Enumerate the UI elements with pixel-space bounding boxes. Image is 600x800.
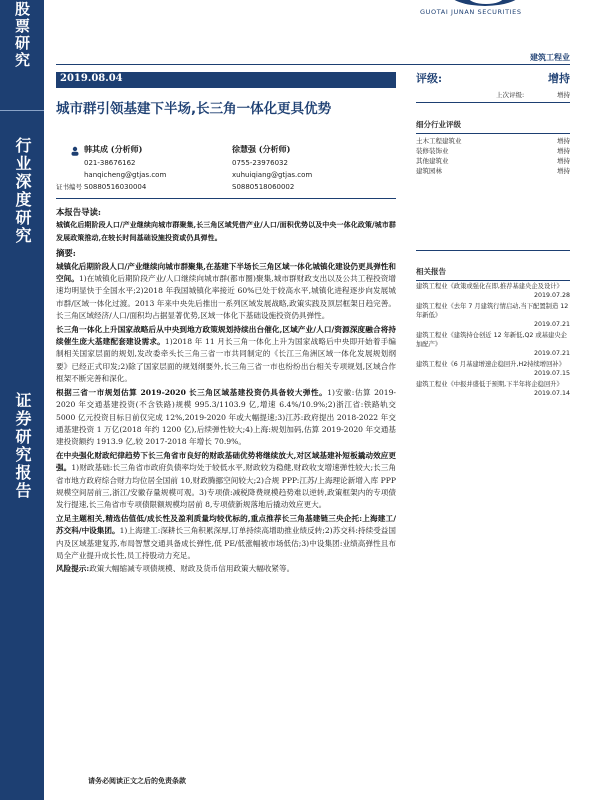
sub-industry-row [416, 136, 570, 146]
guide-title: 本报告导读: [56, 207, 101, 217]
risk-lead: 风险提示: [56, 564, 90, 574]
sub-industry-name: 其他建筑业 [416, 157, 449, 165]
analyst-email: hanqicheng@gtjas.com [84, 171, 167, 179]
related-report-date: 2019.07.28 [533, 292, 570, 299]
sub-industry-rating: 增持 [557, 137, 570, 145]
analyst-1 [56, 144, 234, 193]
paragraph-3-text: 1)安徽:估算 2019-2020 年交通基建投资(不含铁路)规模 995.3/1103.9 亿,增速 6.4%/10.9%;2)浙江省:铁路轨交 5000 亿元投资目标日前仅完成 12%,2019-2020 年或大幅提速;3)江苏:政府提出 2018-2022 年交通基建投资 1 万亿(2018 年约 1200 亿),后续弹性较大;4)上海:规划加码,估算 2019-2020 年交通基建投资额约 1913.9 亿,较 2017-2018 年增长 70.9%。 [56, 387, 396, 447]
sidebar-label-stock-research: 股票研究 [13, 1, 31, 69]
related-report-text: 建筑工程业《中报并盛低于预期,下半年将企稳回升》 [416, 381, 563, 388]
related-report-date: 2019.07.15 [533, 370, 570, 377]
sub-industry-name: 装修装饰业 [416, 147, 449, 155]
analyst-cert: S0880518060002 [232, 183, 295, 191]
prev-rating-label: 上次评级: [496, 91, 525, 99]
logo-company-name: GUOTAI JUNAN SECURITIES [420, 8, 522, 16]
footer-disclaimer: 请务必阅读正文之后的免责条款 [88, 776, 186, 785]
sub-industry-row [416, 166, 570, 176]
related-report-date: 2019.07.21 [533, 321, 570, 328]
guide-text: 城镇化后期阶段人口/产业继续向城市群聚集,长三角区域凭借产业/人口/面积优势以及中央一体化政策/城市群发展政策推动,在较长时间基础设施投资或仍具弹性。 [56, 220, 396, 242]
related-report-item[interactable] [416, 282, 570, 300]
rating-value: 增持 [548, 72, 570, 85]
related-report-date: 2019.07.14 [533, 390, 570, 397]
risk-text: 政策大幅缩减专项债规模、财政及货币信用政策大幅收紧等。 [89, 564, 295, 574]
sub-industry-rating: 增持 [557, 147, 570, 155]
related-reports-list [416, 282, 570, 400]
report-date: 2019.08.04 [60, 73, 123, 84]
paragraph-2-lead: 长三角一体化上升国家战略后从中央到地方政策规划持续出台催化,区域产业/人口/资源深度融合将持续催生庞大基建配套建设需求。 [56, 324, 396, 347]
rating-label: 评级: [416, 72, 443, 85]
analyst-cert: S0880516030004 [84, 183, 147, 191]
paragraph-5-text: 1)上海建工:深耕长三角积累深厚,订单持续高增助推业绩反转;2)苏交科:持续受益国内及区域基建复苏,布局智慧交通具备成长弹性,低 PE/低涨幅被市场低估;3)中设集团:业绩高弹性且布局全产业提升成长性,员工持股动力充足。 [56, 526, 396, 560]
left-sidebar [0, 0, 44, 800]
paragraph-4-lead: 在中央强化财政纪律趋势下长三角省市良好的财政基础优势将继续放大,对区域基建补短板撬动效应更强。 [56, 450, 396, 473]
analyst-name: 徐慧强 (分析师) [232, 144, 291, 154]
analyst-rule [56, 198, 396, 199]
paragraph-3 [56, 387, 396, 449]
related-report-text: 建筑工程业《政策或强化在即,推荐基建央企及设计》 [416, 283, 563, 290]
paragraph-4 [56, 450, 396, 512]
sub-industry-rating: 增持 [557, 157, 570, 165]
report-title: 城市群引领基建下半场,长三角一体化更具优势 [56, 101, 332, 117]
cert-label: 证书编号 [56, 183, 82, 191]
sub-industry-row [416, 156, 570, 166]
paragraph-1-text: 1)在城镇化后期阶段产业/人口继续向城市群(都市圈)聚集,城市群财政支出以及公共工程投资增速均明显快于全国水平;2)2018 年我国城镇化率接近 60%已处于较高水平,城镇化进程逐步向发展城市群/区域一体化过渡。2013 年来中央先后推出一系列区域发展战略,政策实践及顶层框架日趋完善。长三角区域经济/人口/面积均占据显著优势,区域一体化下基础设施投资仍具弹性。 [56, 274, 397, 321]
related-report-date: 2019.07.21 [533, 350, 570, 357]
paragraph-5 [56, 513, 396, 563]
paragraph-2-text: 1)2018 年 11 月长三角一体化上升为国家战略后中央即开始着手编制相关国家层面的规划,发改委牵头长三角三省一市共同制定的《长江三角洲区域一体化发展规划纲要》已经正式印发;2)除了国家层面的规划纲要外,长三角三省一市也纷纷出台相关专项规划,区域合作框架不断完善和深化。 [56, 337, 396, 384]
sub-industry-row [416, 146, 570, 156]
sidebar-label-industry-research: 行业深度研究 [13, 137, 32, 245]
sub-industry-name: 土木工程建筑业 [416, 137, 462, 145]
sidebar-divider [0, 110, 44, 111]
analyst-phone: 0755-23976032 [232, 159, 288, 167]
prev-rating-value: 增持 [557, 91, 570, 99]
related-reports-title: 相关报告 [416, 266, 570, 281]
rating-panel [416, 66, 570, 176]
related-report-text: 建筑工程业《6 月基建增速企稳回升,H2持续增回补》 [416, 361, 565, 368]
sidebar-label-securities-report: 证券研究报告 [13, 392, 32, 500]
paragraph-2 [56, 324, 396, 386]
analyst-email: xuhuiqiang@gtjas.com [232, 171, 313, 179]
related-report-item[interactable] [416, 380, 570, 398]
sub-industry-title: 细分行业评级 [416, 119, 570, 134]
paragraph-4-text: 1)财政基础:长三角省市政府负债率均处于较低水平,财政较为稳健,财政收支增速弹性较大;长三角省市地方政府综合财力均位居全国前 10,财政腾挪空间较大;2)合规 PPP:江苏/上海理论新增入库 PPP 规模空间居前三,浙江/安徽存量规模可观。3)专项债:减税降费规模趋势难以逆转,政策框架内的专项债发行提速,长三角省市专项债限额规模均居前 8,专项债新规落地后撬动效应更大。 [56, 463, 397, 510]
date-bar [56, 72, 396, 88]
paragraph-1-lead: 城镇化后期阶段人口/产业继续向城市群聚集,在基建下半场长三角区域一体化城镇化建设仍更具弹性和空间。 [56, 261, 396, 284]
paragraph-5-lead: 立足主题相关,精选估值低/成长性及盈利质量均较优标的,重点推荐长三角基建链三央企托:上海建工/苏交科/中设集团。 [56, 513, 396, 536]
sub-industry-list [416, 134, 570, 176]
related-report-item[interactable] [416, 360, 570, 378]
header-sector: 建筑工程业 [530, 53, 570, 62]
related-report-text: 建筑工程业《去年 7 月建筑行情启动,当下配置制造 12 年新低》 [416, 303, 569, 319]
related-report-item[interactable] [416, 331, 570, 358]
analyst-2 [232, 144, 382, 193]
abstract-title: 摘要: [56, 248, 76, 259]
risk-paragraph [56, 563, 396, 575]
analyst-name: 韩其成 (分析师) [84, 144, 143, 154]
person-icon [70, 146, 80, 156]
analyst-phone: 021-38676162 [84, 159, 136, 167]
paragraph-1 [56, 261, 396, 323]
company-logo [418, 0, 600, 18]
rating-box [416, 66, 570, 103]
related-report-item[interactable] [416, 302, 570, 329]
paragraph-3-lead: 根据三省一市规划估算 2019-2020 长三角区域基建投资仍具备较大弹性。 [56, 387, 328, 397]
related-report-text: 建筑工程业《建筑持仓创近 12 年新低,Q2 或基建央企加配产》 [416, 332, 567, 348]
chart-placeholder [416, 186, 570, 251]
report-body [56, 206, 396, 577]
sub-industry-rating: 增持 [557, 167, 570, 175]
sub-industry-name: 建筑园林 [416, 167, 442, 175]
header-rule [56, 64, 570, 65]
